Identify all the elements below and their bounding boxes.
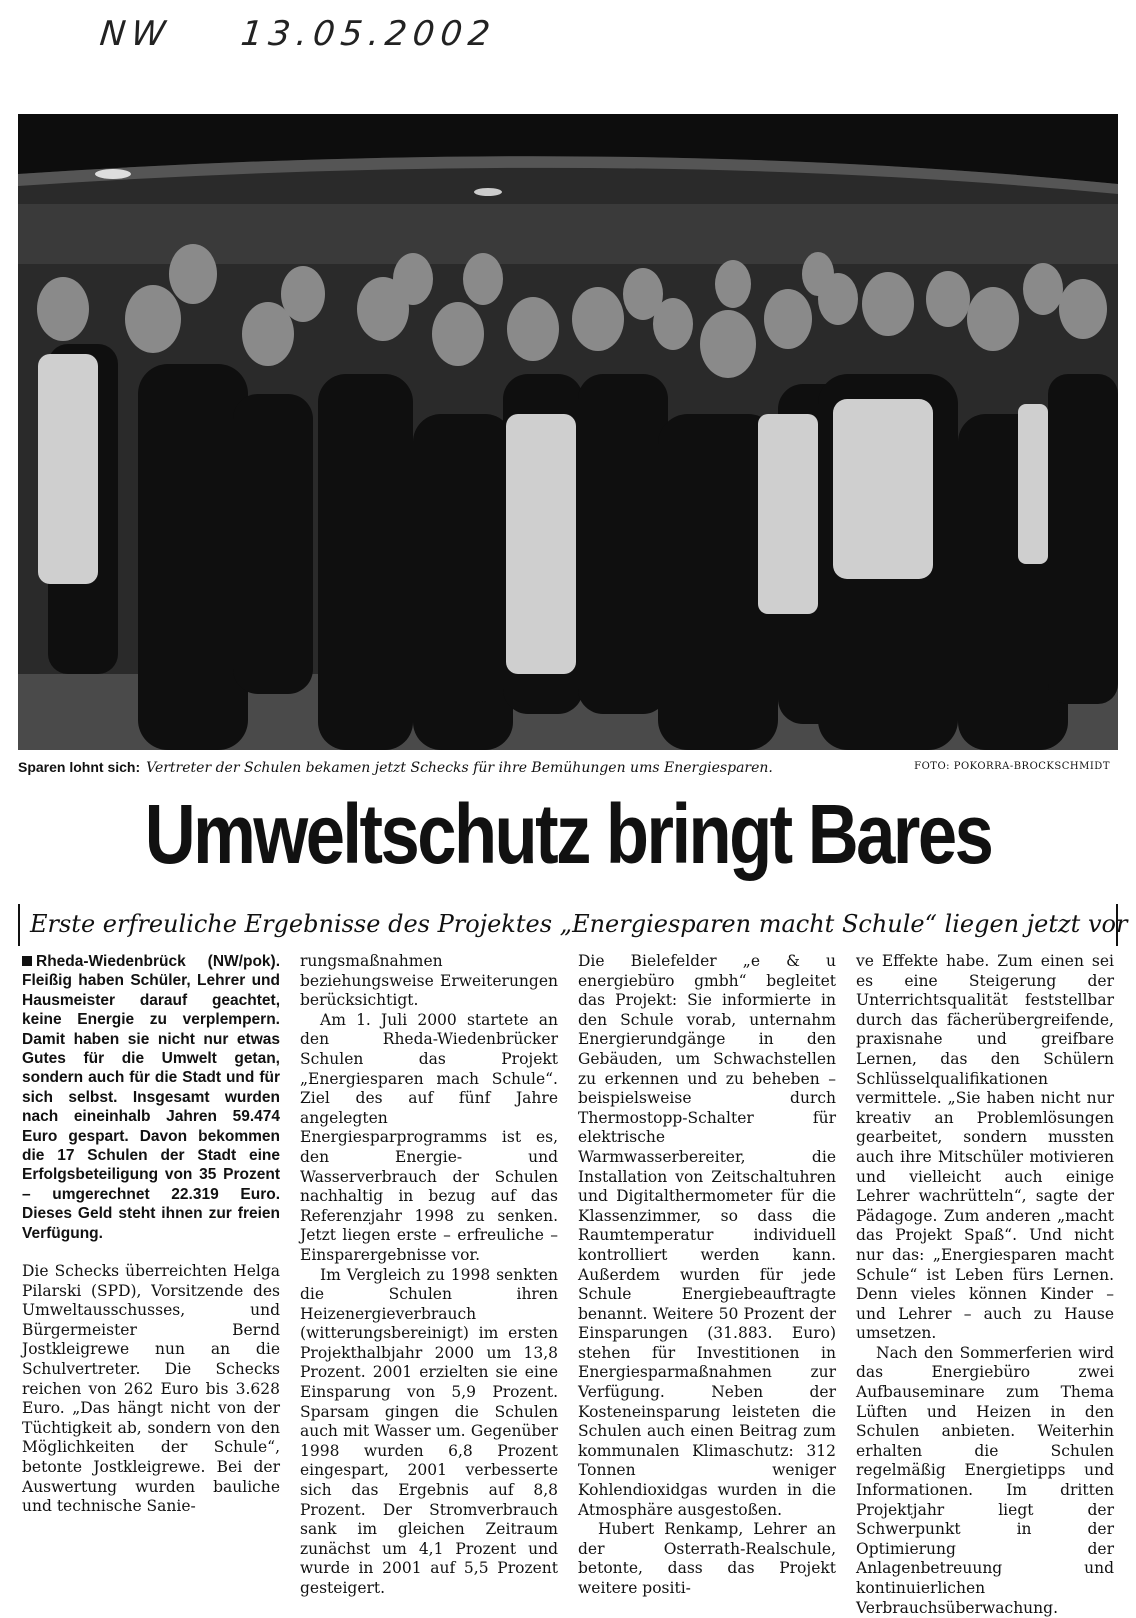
photo-credit: FOTO: POKORRA-BROCKSCHMIDT <box>914 761 1110 772</box>
paragraph: Die Bielefelder „e & u energiebüro gmbh“ begleitet das Projekt: Sie informierte in den Schule vorab, unternahm Energierundgänge in den Gebäuden, um Schwachstellen zu erkennen und zu beheben – beispielsweise durch Thermostopp-Schalter für elektrische Warmwasserbereiter, die Installation von Zeitschaltuhren und Digitalthermometer für die Klassenzimmer, so dass die Raumtemperatur individuell kontrolliert werden kann. Außerdem wurden für jede Schule Energiebeauftragte benannt. Weitere 50 Prozent der Einsparungen (31.883. Euro) stehen für Investitionen in Energiesparmaßnahmen zur Verfügung. Neben der Kosteneinsparung leisteten die Schulen auch einen Beitrag zum kommunalen Klimaschutz: 312 Tonnen weniger Kohlendioxidgas wurden in die Atmosphäre ausgestoßen. <box>578 952 836 1519</box>
paragraph: Am 1. Juli 2000 startete an den Rheda-Wiedenbrücker Schulen das Projekt „Energiesparen mach Schule“. Ziel des auf fünf Jahre angelegten Energiesparprogramms ist es, den Energie- und Wasserverbrauch der Schulen nachhaltig in bezug auf das Referenzjahr 1998 zu senken. Jetzt liegen erste – erfreuliche – Einsparergebnisse vor. <box>300 1010 558 1264</box>
article-intro <box>22 952 280 1243</box>
caption-text: Vertreter der Schulen bekamen jetzt Schecks für ihre Bemühungen ums Energiesparen. <box>146 760 773 776</box>
paragraph: rungsmaßnahmen beziehungsweise Erweiterungen berücksichtigt. <box>300 952 558 1010</box>
subheadline: Erste erfreuliche Ergebnisse des Projektes „Energiesparen macht Schule“ liegen jetzt vor <box>18 904 1118 946</box>
paragraph: Die Schecks überreichten Helga Pilarski (SPD), Vorsitzende des Umweltausschusses, und Bürgermeister Bernd Jostkleigrewe nun an die Schulvertreter. Die Schecks reichen von 262 Euro bis 3.628 Euro. „Das hängt nicht von der Tüchtigkeit ab, sondern von den Möglichkeiten der Schule“, betonte Jostkleigrewe. Bei der Auswertung wurden bauliche und technische Sanie- <box>22 1262 280 1516</box>
article-column-2 <box>300 952 558 1597</box>
article-column-3 <box>578 952 836 1597</box>
square-bullet-icon <box>22 956 32 966</box>
paragraph: Im Vergleich zu 1998 senkten die Schulen ihren Heizenergieverbrauch (witterungsbereinigt) im ersten Projekthalbjahr 2000 um 13,8 Prozent. 2001 erzielten sie eine Einsparung von 5,9 Prozent. Sparsam gingen die Schulen auch mit Wasser um. Gegenüber 1998 wurden 6,8 Prozent eingespart, 2001 verbesserte sich das Ergebnis auf 8,8 Prozent. Der Stromverbrauch sank im gleichen Zeitraum zunächst um 4,1 Prozent und wurde in 2001 auf 5,5 Prozent gesteigert. <box>300 1265 558 1597</box>
intro-text: Rheda-Wiedenbrück (NW/pok). Fleißig haben Schüler, Lehrer und Hausmeister darauf geachtet, keine Energie zu verplempern. Damit haben sie nicht nur etwas Gutes für die Umwelt getan, sondern auch für die Stadt und für sich selbst. Insgesamt wurden nach eineinhalb Jahren 59.474 Euro gespart. Davon bekommen die 17 Schulen der Stadt eine Erfolgsbeteiligung von 35 Prozent – umgerechnet 22.319 Euro. Dieses Geld steht ihnen zur freien Verfügung. <box>22 953 280 1242</box>
paragraph: Nach den Sommerferien wird das Energiebüro zwei Aufbauseminare zum Thema Lüften und Heizen in den Schulen anbieten. Weiterhin erhalten die Schulen regelmäßig Energietipps und Informationen. Im dritten Projektjahr liegt der Schwerpunkt in der Optimierung der Anlagenbetreuung und kontinuierlichen Verbrauchsüberwachung. <box>856 1343 1114 1617</box>
group-photo-illustration <box>18 114 1118 750</box>
group-photo <box>18 114 1118 750</box>
caption-lead: Sparen lohnt sich: <box>18 759 141 775</box>
paragraph: ve Effekte habe. Zum einen sei es eine Steigerung der Unterrichtsqualität feststellbar durch das fächerübergreifende, praxisnahe und greifbare Lernen, das den Schülern Schlüsselqualifikationen vermittele. „Sie haben nicht nur kreativ an Problemlösungen gearbeitet, sondern mussten auch ihre Mitschüler motivieren und vielleicht auch einige Lehrer wachrütteln“, sagte der Pädagoge. Zum anderen „macht das Projekt Spaß“. Und nicht nur das: „Energiesparen macht Schule“ ist Leben fürs Lernen. Denn vieles können Kinder – und Lehrer – auch zu Hause umsetzen. <box>856 952 1114 1343</box>
article-column-1 <box>22 952 280 1592</box>
handwritten-note <box>98 14 568 54</box>
photo-caption <box>18 755 1118 781</box>
handwritten-source: NW <box>97 14 174 54</box>
article-column-4 <box>856 952 1114 1617</box>
handwritten-date: 13.05.2002 <box>238 14 498 54</box>
paragraph: Hubert Renkamp, Lehrer an der Osterrath-Realschule, betonte, dass das Projekt weitere positi- <box>578 1520 836 1597</box>
article-body <box>22 952 1116 1617</box>
headline: Umweltschutz bringt Bares <box>144 787 992 881</box>
